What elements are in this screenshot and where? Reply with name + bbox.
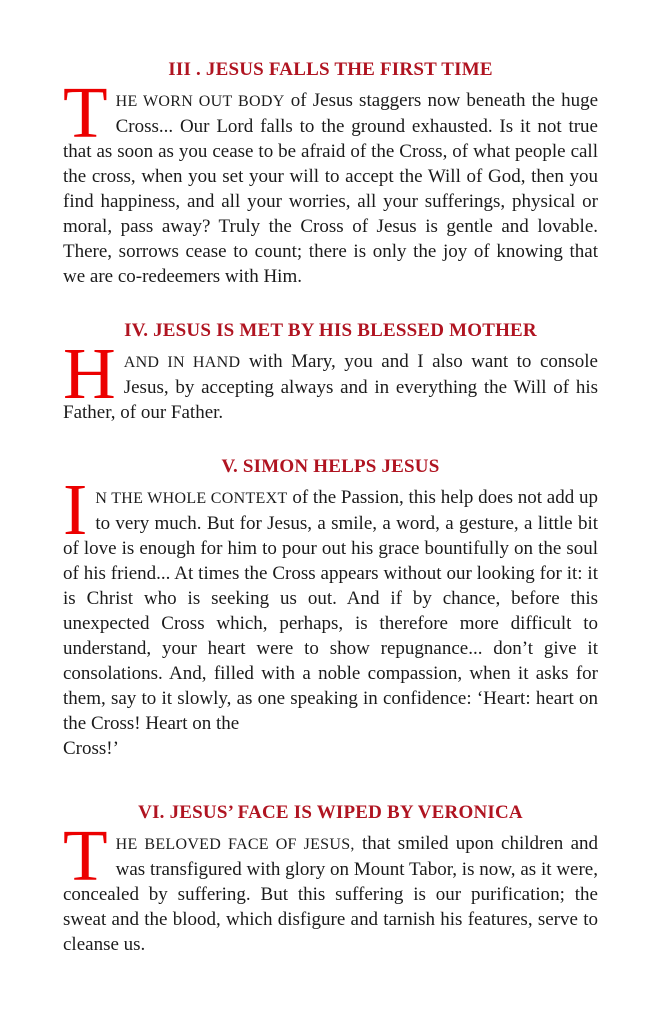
opening-phrase: AND IN HAND <box>123 354 241 371</box>
dropcap-letter: I <box>63 469 88 550</box>
opening-phrase: HE BELOVED FACE OF JESUS, <box>115 836 355 853</box>
station-paragraph <box>63 333 598 425</box>
paragraph-text: that smiled upon children and was transfigured with glory on Mount Tabor, is now, as it were, concealed by suffering. But this suffering is our purification; the sweat and the blood, which disfigure and tarnish his features, serve to cleanse us. <box>63 833 599 955</box>
station-heading: VI. JESUS’ FACE IS WIPED BY VERONICA <box>138 802 523 823</box>
paragraph-text: of the Passion, this help does not add up to very much. But for Jesus, a smile, a word, a gesture, a little bit of love is enough for him to pour out his grace bountifully on the soul of his friend... At times the Cross appears without our looking for it: it is Christ who is seeking us out. And if by chance, before this unexpected Cross which, perhaps, is therefore more difficult to understand, your heart were to show repugnance... don’t give it consolations. And, filled with a noble compassion, when it asks for them, say to it slowly, as one speaking in confidence: ‘Heart: heart on the Cross! Heart on the <box>63 487 599 734</box>
opening-phrase: HE WORN OUT BODY <box>115 93 285 110</box>
dropcap-letter: H <box>63 333 116 414</box>
station-paragraph <box>63 72 599 289</box>
station-paragraph <box>63 815 599 957</box>
station-section-3 <box>63 58 598 289</box>
station-paragraph <box>63 469 599 761</box>
station-section-5 <box>63 455 598 761</box>
dropcap-letter: T <box>63 72 108 153</box>
dropcap-letter: T <box>63 815 108 896</box>
station-section-4 <box>63 319 598 425</box>
station-heading: IV. JESUS IS MET BY HIS BLESSED MOTHER <box>124 320 537 341</box>
paragraph-text: with Mary, you and I also want to console Jesus, by accepting always and in everything the Will of his Father, of our Father. <box>63 351 598 423</box>
station-section-6 <box>63 801 598 957</box>
station-heading: V. SIMON HELPS JESUS <box>221 456 440 477</box>
station-heading: III . JESUS FALLS THE FIRST TIME <box>168 59 493 80</box>
paragraph-text: of Jesus staggers now beneath the huge Cross... Our Lord falls to the ground exhausted. Is it not true that as soon as you cease to be afraid of the Cross, of what people call the cross, when you set your will to accept the Will of God, then you find happiness, and all your worries, all your sufferings, physical or moral, pass away? Truly the Cross of Jesus is gentle and lovable. There, sorrows cease to count; there is only the joy of knowing that we are co-redeemers with Him. <box>63 90 599 287</box>
opening-phrase: N THE WHOLE CONTEXT <box>95 490 288 507</box>
paragraph-text-continued: Cross!’ <box>63 738 119 759</box>
